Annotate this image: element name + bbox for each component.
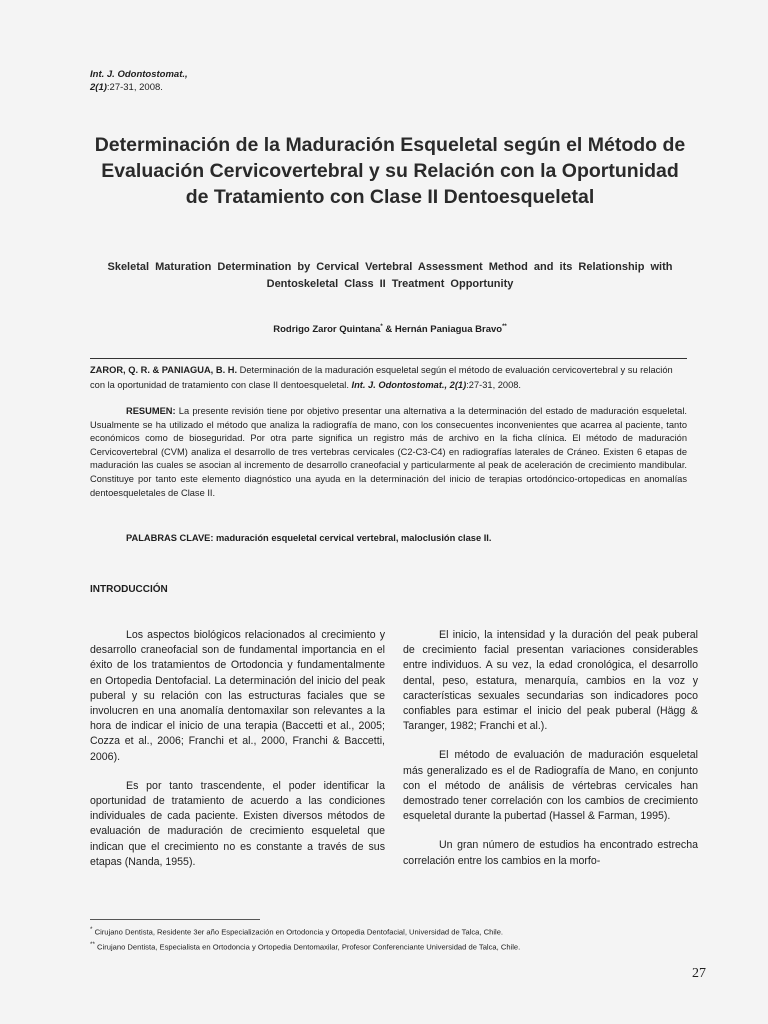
- left-column: [90, 628, 385, 884]
- page-number: 27: [692, 966, 706, 981]
- left-paragraph-1: Los aspectos biológicos relacionados al crecimiento y desarrollo craneofacial son de fundamental importancia en el éxito de los tratamientos de Ortodoncia y fundamentalmente en Ortopedia Dentofacial. La determinación del inicio del peak puberal y su relación con las estructuras faciales que se involucren en una anomalía dentomaxilar son relevantes a la hora de indicar el inicio de una terapia (Baccetti et al., 2005; Cozza et al., 2006; Franchi et al., 2000, Franchi & Baccetti, 2006).: [90, 629, 385, 763]
- keywords: PALABRAS CLAVE: maduración esqueletal cervical vertebral, maloclusión clase II.: [126, 533, 492, 543]
- citation-text: Determinación de la maduración esqueletal según el método de evaluación cervicovertebral y su relación con la oportunidad de tratamiento con clase II dentoesqueletal.: [90, 365, 673, 390]
- journal-name: Int. J. Odontostomat.,: [90, 69, 188, 80]
- left-paragraph-2: Es por tanto trascendente, el poder identificar la oportunidad de tratamiento de acuerdo a las condiciones individuales de cada paciente. Existen diversos métodos de evaluación de maduración de crecimiento esqueletal que indican que el crecimiento no es constante a través de sus etapas (Nanda, 1955).: [90, 779, 385, 868]
- author-1-mark: *: [380, 324, 383, 330]
- right-paragraph-2: El método de evaluación de maduración esqueletal más generalizado es el de Radiografía de Mano, en conjunto con el método de análisis de vértebras cervicales han demostrado tener correlación con los cambios de crecimiento esqueletal durante la pubertad (Hassel & Farman, 1995).: [403, 749, 698, 823]
- right-column: [403, 628, 698, 883]
- journal-issue: [90, 81, 188, 94]
- journal-volume: 2(1): [90, 82, 107, 93]
- title-spanish: Determinación de la Maduración Esqueletal según el Método de Evaluación Cervicovertebral y su Relación con la Oportunidad de Tratamiento con Clase II Dentoesqueletal: [94, 134, 686, 208]
- citation-authors: ZAROR, Q. R. & PANIAGUA, B. H.: [90, 365, 238, 375]
- authors: [90, 321, 690, 336]
- author-separator: &: [382, 324, 395, 336]
- abstract-label: RESUMEN:: [126, 406, 176, 416]
- title-english: Skeletal Maturation Determination by Cervical Vertebral Assessment Method and its Relationship with Dentoskeletal Class II Treatment Opportunity: [107, 261, 673, 290]
- footnote-2-text: Cirujano Dentista, Especialista en Ortodoncia y Ortopedia Dentomaxilar, Profesor Conferenciante Universidad de Talca, Chile.: [94, 942, 521, 952]
- author-2: Hernán Paniagua Bravo: [394, 324, 503, 336]
- right-paragraph-3: Un gran número de estudios ha encontrado estrecha correlación entre los cambios en la morfo-: [403, 839, 698, 867]
- footnote-1: [90, 924, 690, 939]
- right-paragraph-1: El inicio, la intensidad y la duración del peak puberal de crecimiento facial presentan variaciones considerables entre individuos. A su vez, la edad cronológica, el desarrollo dental, peso, estatura, menarquía, cambios en la voz y características sexuales secundarias son indicadores poco confiables para estimar el inicio del peak puberal (Hägg & Taranger, 1982; Franchi et al.).: [403, 629, 698, 733]
- author-2-mark: **: [502, 324, 507, 330]
- header-divider: [90, 358, 687, 359]
- footnote-2: [90, 939, 690, 954]
- section-title-introduction: INTRODUCCIÓN: [90, 584, 168, 595]
- citation-journal: Int. J. Odontostomat., 2(1): [351, 379, 467, 390]
- author-1: Rodrigo Zaror Quintana: [273, 324, 381, 336]
- journal-pages: :27-31, 2008.: [106, 82, 163, 93]
- abstract: [90, 405, 687, 500]
- footnote-divider: [90, 919, 260, 920]
- footnote-1-mark: *: [90, 926, 93, 933]
- citation: [90, 363, 687, 392]
- citation-pages: :27-31, 2008.: [466, 379, 521, 390]
- footnote-2-mark: **: [90, 940, 95, 948]
- journal-reference: [90, 68, 188, 94]
- footnotes: [90, 924, 690, 953]
- footnote-1-text: Cirujano Dentista, Residente 3er año Especialización en Ortodoncia y Ortopedia Dentofacial, Universidad de Talca, Chile.: [92, 927, 504, 937]
- abstract-text: La presente revisión tiene por objetivo presentar una alternativa a la determinación del estado de maduración esqueletal. Usualmente se ha utilizado el método que analiza la radiografía de mano, con los consecuentes inconvenientes que acarrea al paciente, tanto económicos como de bioseguridad. Por otra parte significa un registro más de archivo en la ficha clínica. El método de maduración Cervicovertebral (CVM) analiza el desarrollo de tres vertebras cervicales (C2-C3-C4) en radiografías laterales de Cráneo. Existen 6 etapas de maduración las cuales se asocian al incremento de desarrollo craneofacial y particularmente al peak de aceleración de crecimiento mandibular. Constituye por tanto este elemento diagnóstico una ayuda en la determinación del inicio de terapias ortodóncico-ortopedicas en anomalías dentoesqueletales de Clase II.: [90, 406, 687, 498]
